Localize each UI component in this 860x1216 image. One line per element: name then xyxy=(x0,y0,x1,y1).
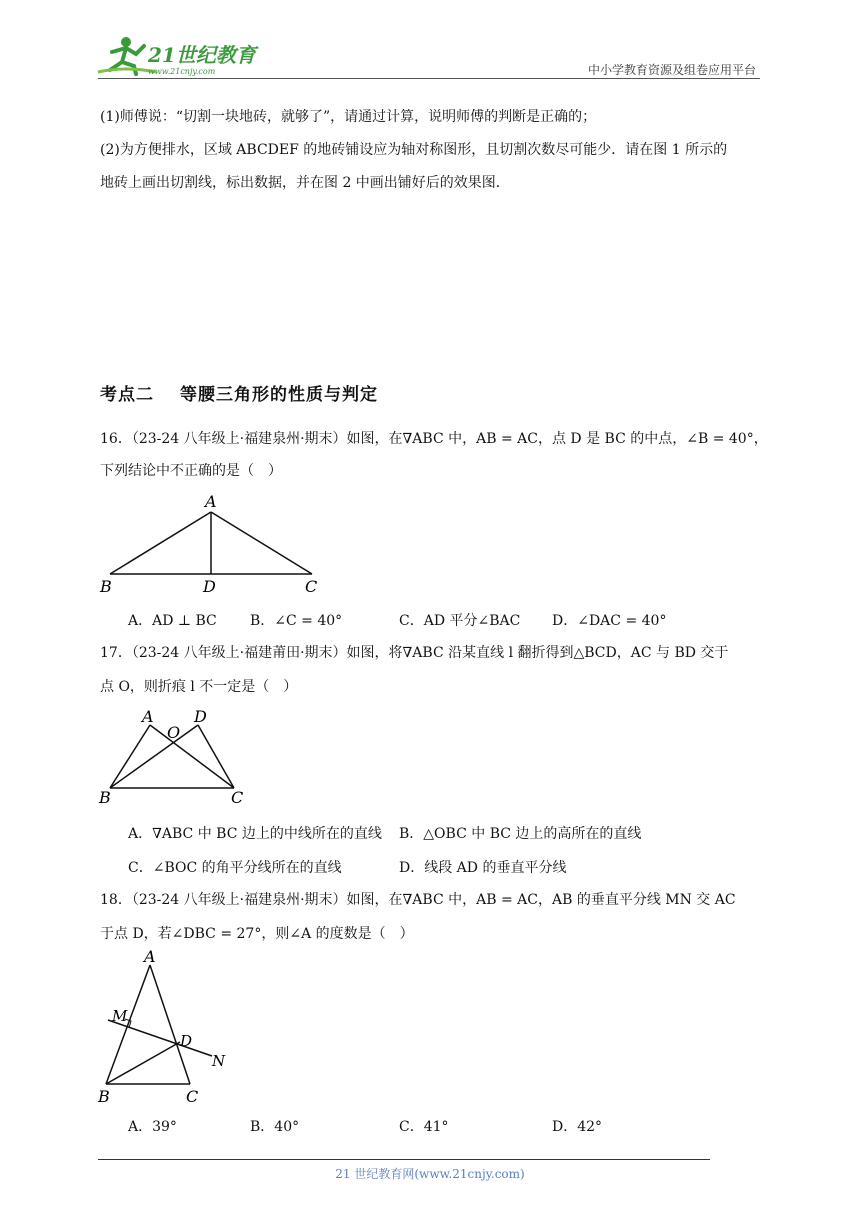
footer-divider xyxy=(98,1159,710,1160)
q17-figure xyxy=(94,703,264,807)
q17-option-b[interactable]: B．△OBC 中 BC 边上的高所在的直线 xyxy=(399,826,642,842)
q16-line2: 下列结论中不正确的是（ ） xyxy=(100,463,282,479)
intro-q1: (1)师傅说：“切割一块地砖，就够了”，请通过计算，说明师傅的判断是正确的； xyxy=(100,109,597,125)
q18-figure xyxy=(92,948,242,1108)
q17-label-d: D xyxy=(194,707,207,726)
q18-option-b[interactable]: B．40° xyxy=(250,1119,300,1135)
q17-line2: 点 O，则折痕 l 不一定是（ ） xyxy=(100,679,298,695)
q18-option-c[interactable]: C．41° xyxy=(399,1119,449,1135)
q18-label-m: M xyxy=(112,1007,128,1025)
q16-label-d: D xyxy=(203,577,216,596)
q17-label-b: B xyxy=(99,788,111,807)
q16-figure xyxy=(90,490,340,600)
q17-option-d[interactable]: D．线段 AD 的垂直平分线 xyxy=(399,860,567,876)
intro-q2-line1: (2)为方便排水，区域 ABCDEF 的地砖铺设应为轴对称图形，且切割次数尽可能少．请在图 1 所示的 xyxy=(100,142,728,158)
section-label: 考点二 xyxy=(100,385,154,405)
q18-option-a[interactable]: A．39° xyxy=(128,1119,177,1135)
q16-option-a[interactable]: A．AD ⊥ BC xyxy=(128,613,217,629)
q16-label-b: B xyxy=(100,577,112,596)
q17-option-a[interactable]: A．∇ABC 中 BC 边上的中线所在的直线 xyxy=(128,826,382,842)
q17-label-o: O xyxy=(167,723,181,742)
header-divider xyxy=(98,78,760,79)
q17-line1: 17．（23-24 八年级上·福建莆田·期末）如图，将∇ABC 沿某直线 l 翻折得到△BCD，AC 与 BD 交于 xyxy=(100,645,729,661)
q17-option-c[interactable]: C．∠BOC 的角平分线所在的直线 xyxy=(128,860,342,876)
q16-label-a: A xyxy=(205,492,217,511)
intro-q2-line2: 地砖上画出切割线，标出数据，并在图 2 中画出铺好后的效果图． xyxy=(100,175,510,191)
q16-option-d[interactable]: D．∠DAC = 40° xyxy=(552,613,667,629)
q17-label-c: C xyxy=(231,788,244,807)
q18-label-d: D xyxy=(180,1032,193,1050)
logo-url: www.21cnjy.com xyxy=(148,67,216,76)
q18-line2: 于点 D，若∠DBC = 27°，则∠A 的度数是（ ） xyxy=(100,926,414,942)
section-heading xyxy=(100,380,378,405)
site-logo xyxy=(96,32,266,78)
q16-option-c[interactable]: C．AD 平分∠BAC xyxy=(399,613,521,629)
q18-option-d[interactable]: D．42° xyxy=(552,1119,603,1135)
q17-label-a: A xyxy=(142,707,154,726)
q16-option-b[interactable]: B．∠C = 40° xyxy=(250,613,343,629)
q18-line1: 18．（23-24 八年级上·福建泉州·期末）如图，在∇ABC 中，AB = AC，AB 的垂直平分线 MN 交 AC xyxy=(100,892,736,908)
q18-label-a: A xyxy=(144,948,156,966)
q16-line1: 16．（23-24 八年级上·福建泉州·期末）如图，在∇ABC 中，AB = AC，点 D 是 BC 的中点，∠B = 40°， xyxy=(100,431,768,447)
section-title: 等腰三角形的性质与判定 xyxy=(180,385,378,405)
footer-link[interactable]: 21 世纪教育网(www.21cnjy.com) xyxy=(335,1167,525,1181)
site-tagline: 中小学教育资源及组卷应用平台 xyxy=(587,63,756,77)
logo-text: 21世纪教育 xyxy=(148,43,256,67)
q18-label-b: B xyxy=(98,1087,110,1106)
q16-label-c: C xyxy=(305,577,318,596)
q18-label-n: N xyxy=(212,1052,226,1070)
q18-label-c: C xyxy=(186,1087,199,1106)
